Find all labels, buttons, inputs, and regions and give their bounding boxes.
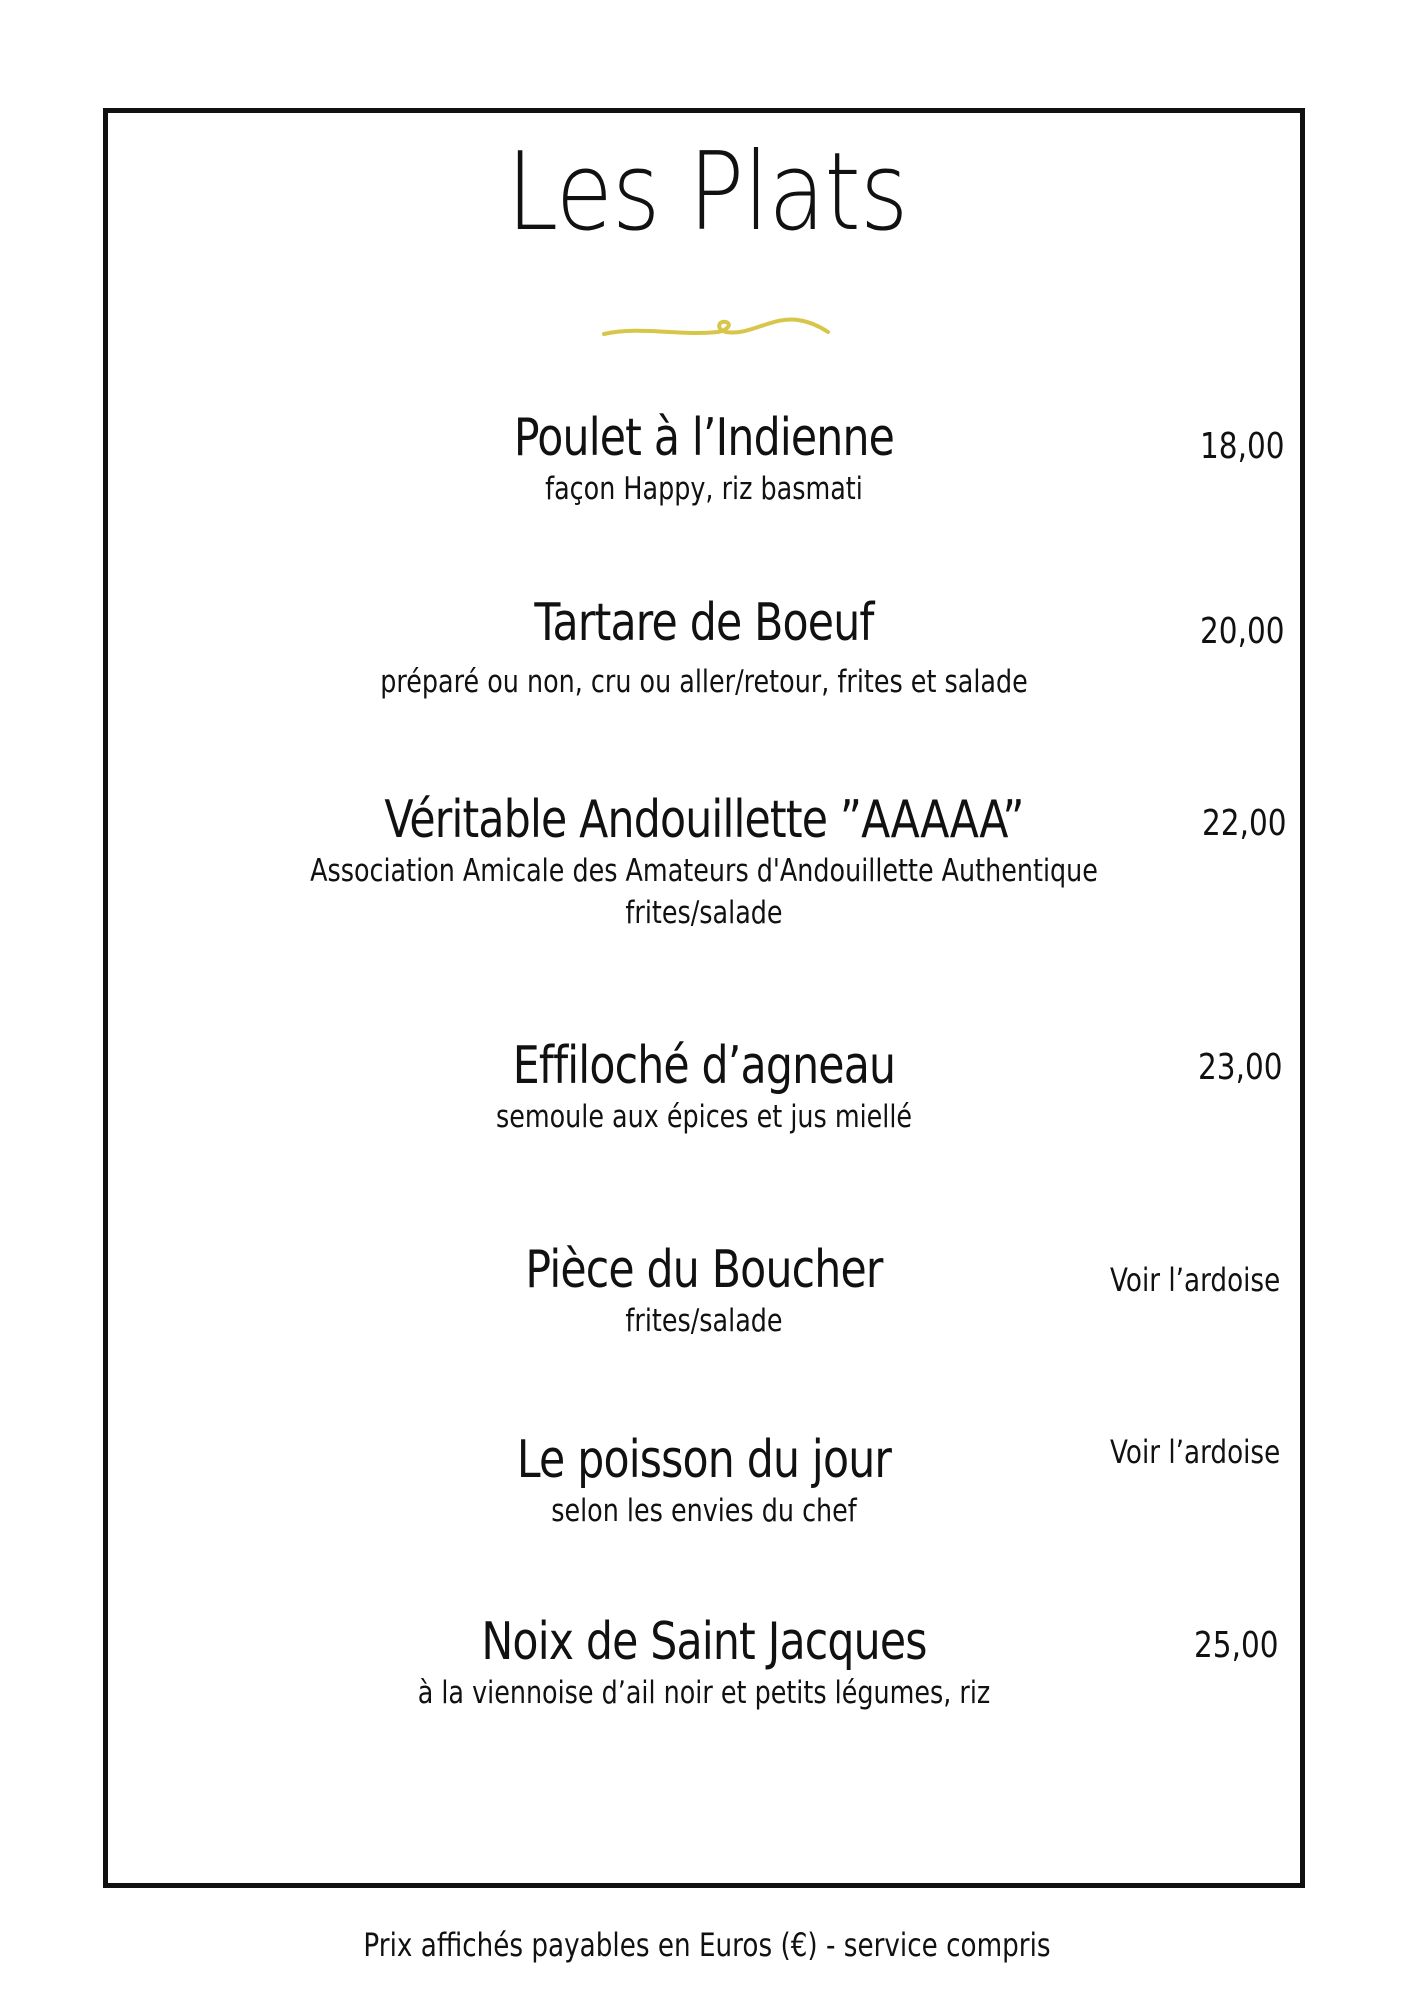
dish-name: Noix de Saint Jacques [481,1612,927,1672]
dish-item [200,593,1208,703]
dish-description: à la viennoise d’ail noir et petits légumes, riz [417,1675,991,1711]
dish-name: Le poisson du jour [516,1430,892,1490]
price-footer-note: Prix affichés payables en Euros (€) - service compris [363,1926,1051,1964]
dish-name: Effiloché d’agneau [512,1036,896,1096]
dish-price: 25,00 [1194,1625,1279,1666]
dish-price: 23,00 [1198,1047,1283,1088]
dish-description: Association Amicale des Amateurs d'Andouillette Authentique [310,853,1098,889]
dish-item [200,1240,1208,1342]
dish-price: Voir l’ardoise [1110,1261,1281,1299]
dish-price: 22,00 [1202,803,1287,844]
dish-name: Tartare de Boeuf [534,593,874,653]
dish-description: préparé ou non, cru ou aller/retour, frites et salade [380,664,1028,700]
dish-description: façon Happy, riz basmati [545,471,863,507]
dish-item [200,1430,1208,1532]
dish-price: 20,00 [1200,611,1285,652]
dish-name: Véritable Andouillette ”AAAAA” [384,790,1024,850]
dish-price: 18,00 [1200,426,1285,467]
dish-description: selon les envies du chef [551,1493,857,1529]
dish-item [200,790,1208,934]
dish-name: Poulet à l’Indienne [513,408,895,468]
dish-item [200,1036,1208,1138]
dish-description: semoule aux épices et jus miellé [495,1099,913,1135]
dish-price: Voir l’ardoise [1110,1433,1281,1471]
dish-name: Pièce du Boucher [525,1240,883,1300]
dish-description: frites/salade [625,1303,783,1339]
dish-item [200,1612,1208,1714]
dish-description-secondary: frites/salade [625,895,783,931]
menu-title: Les Plats [506,130,908,255]
gold-swirl-divider-icon [600,312,832,342]
dish-item [200,408,1208,510]
